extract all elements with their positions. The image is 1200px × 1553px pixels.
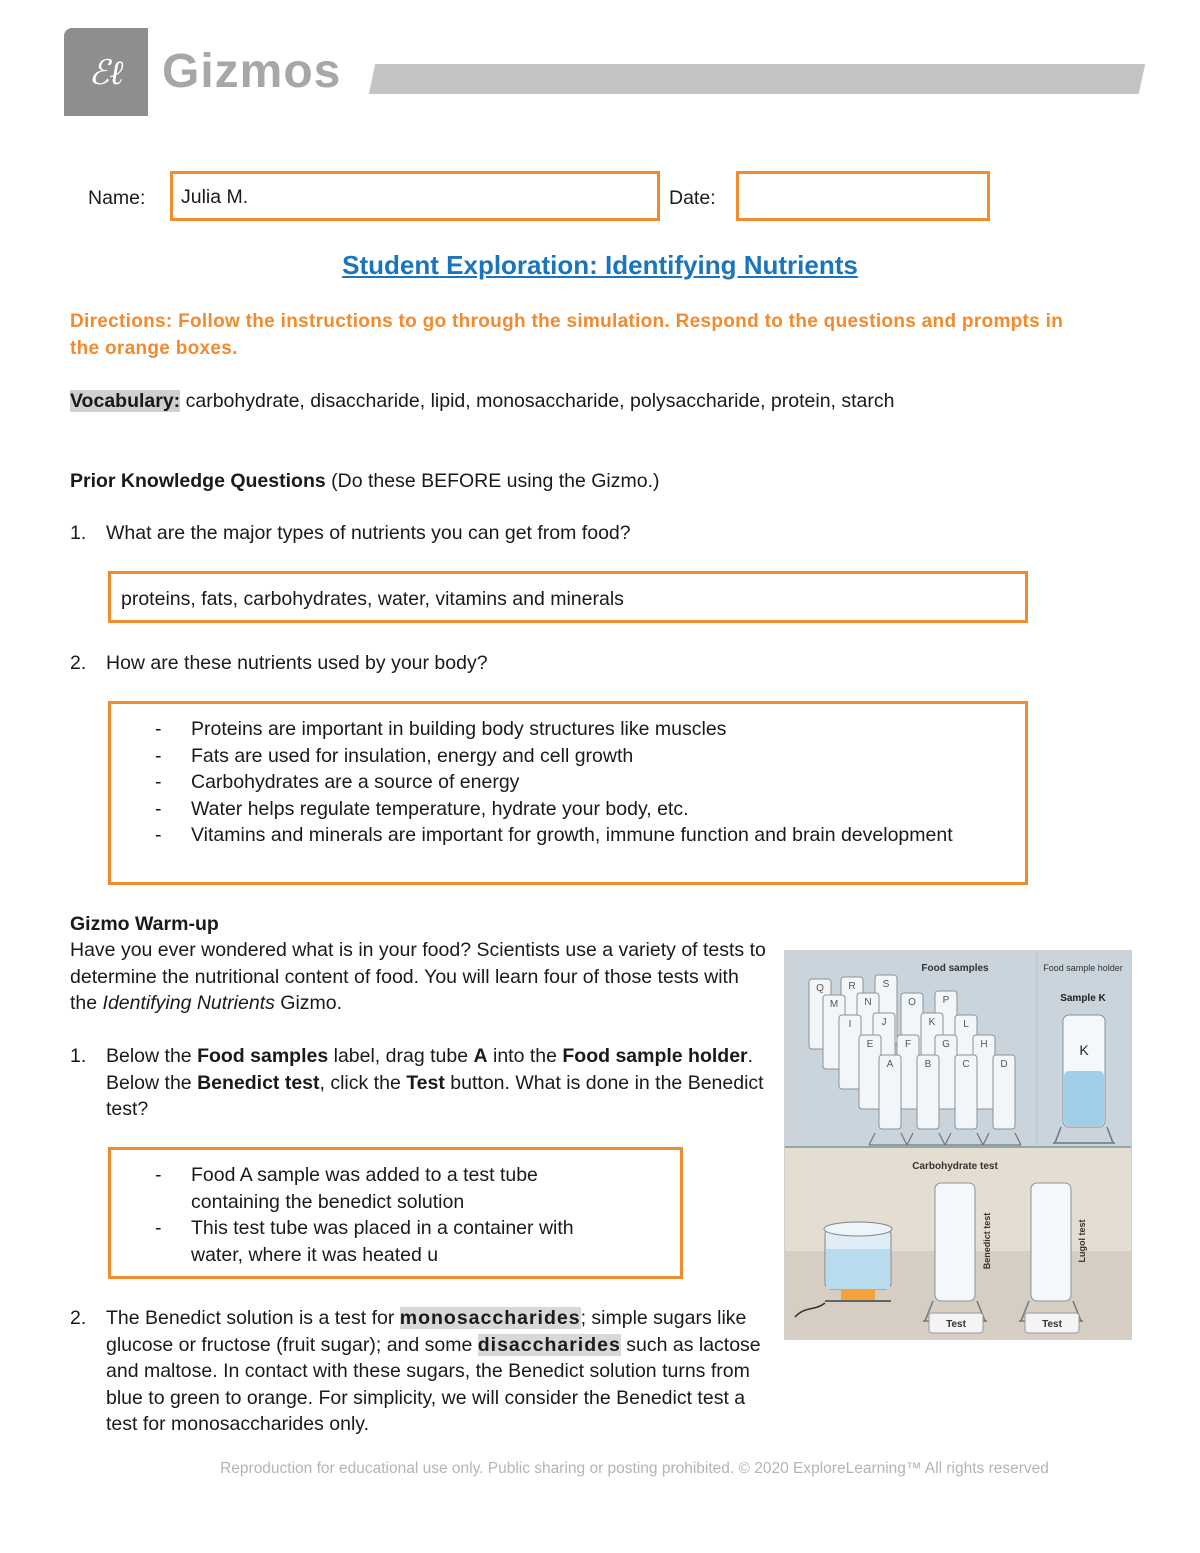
question-text: How are these nutrients used by your body? (106, 652, 488, 674)
warmup-intro (70, 937, 770, 1017)
svg-text:ℰℓ: ℰℓ (88, 55, 124, 92)
svg-text:A: A (886, 1059, 894, 1070)
lugol-test-button[interactable] (1025, 1313, 1079, 1333)
page-title: Student Exploration: Identifying Nutrients (342, 250, 858, 280)
warmup-intro-a: Have you ever wondered what is in your food? Scientists use a variety of tests to determine the nutritional content of food. You will learn four of those tests with the (70, 939, 766, 1014)
answer-box-prior-1[interactable] (108, 571, 1028, 623)
benedict-test-label: Benedict test (982, 1212, 992, 1270)
vocabulary (70, 388, 1070, 415)
svg-text:D: D (1000, 1059, 1008, 1070)
holder-tube-letter: K (1079, 1042, 1089, 1058)
svg-text:R: R (848, 981, 856, 992)
warmup-intro-italic: Identifying Nutrients (102, 992, 275, 1014)
benedict-test-button[interactable] (929, 1313, 983, 1333)
svg-text:Test: Test (946, 1319, 966, 1330)
svg-text:P: P (942, 995, 950, 1006)
question-number: 2. (70, 1307, 87, 1329)
svg-text:G: G (942, 1039, 950, 1050)
answer-list (111, 716, 961, 849)
question-text: Below the Food samples label, drag tube A into the Food sample holder. Below the Benedict test, click the Test button. What is done in the Benedict test? (106, 1045, 764, 1120)
svg-text:M: M (829, 999, 839, 1010)
date-field[interactable] (736, 171, 990, 221)
warmup-question-2 (70, 1305, 770, 1438)
answer-list (111, 1162, 581, 1268)
svg-text:I: I (848, 1019, 852, 1030)
question-text: What are the major types of nutrients you can get from food? (106, 522, 631, 544)
svg-text:Q: Q (816, 983, 824, 994)
svg-text:H: H (980, 1039, 988, 1050)
svg-text:L: L (963, 1019, 969, 1030)
prior-heading-note: (Do these BEFORE using the Gizmo.) (331, 470, 660, 492)
footer-copyright: Reproduction for educational use only. Public sharing or posting prohibited. © 2020 ExploreLearning™ All rights reserved (220, 1460, 1049, 1477)
list-item: - Proteins are important in building body structures like muscles (111, 716, 961, 743)
answer-box-prior-2[interactable] (108, 701, 1028, 885)
prior-question-2 (70, 650, 1020, 677)
gizmo-simulation-figure (785, 951, 1131, 1339)
prior-heading-text: Prior Knowledge Questions (70, 470, 326, 492)
svg-text:F: F (904, 1039, 912, 1050)
name-field[interactable] (170, 171, 660, 221)
prior-question-1 (70, 520, 1020, 547)
vocabulary-terms: carbohydrate, disaccharide, lipid, monosaccharide, polysaccharide, protein, starch (185, 390, 895, 412)
svg-text:E: E (866, 1039, 874, 1050)
name-value: Julia M. (181, 186, 249, 208)
svg-text:Test: Test (1042, 1319, 1062, 1330)
prior-knowledge-heading (70, 468, 660, 495)
date-label: Date: (669, 187, 716, 209)
header-bar (369, 64, 1145, 94)
name-label: Name: (88, 187, 146, 209)
svg-text:S: S (882, 979, 890, 990)
highlight-term: disaccharides (477, 1333, 621, 1356)
brand-name: Gizmos (162, 45, 342, 98)
vocabulary-label: Vocabulary: (70, 390, 181, 412)
svg-text:N: N (864, 997, 872, 1008)
logo-mark (64, 28, 148, 116)
gizmos-logo-icon (64, 28, 148, 116)
carbohydrate-test-label: Carbohydrate test (912, 1161, 998, 1172)
question-number: 1. (70, 522, 87, 544)
warmup-heading: Gizmo Warm-up (70, 913, 219, 935)
list-item: - This test tube was placed in a container with water, where it was heated u (111, 1215, 581, 1268)
list-item: - Carbohydrates are a source of energy (111, 769, 961, 796)
answer-text: proteins, fats, carbohydrates, water, vitamins and minerals (121, 588, 624, 610)
sample-label: Sample K (1060, 993, 1106, 1004)
list-item: - Vitamins and minerals are important for growth, immune function and brain development (111, 822, 961, 849)
holder-label: Food sample holder (1043, 963, 1123, 973)
list-item: - Water helps regulate temperature, hydrate your body, etc. (111, 796, 961, 823)
simulation-screenshot (784, 950, 1132, 1340)
svg-text:O: O (908, 997, 916, 1008)
warmup-question-1 (70, 1043, 770, 1123)
question-number: 1. (70, 1045, 87, 1067)
warmup-intro-b: Gizmo. (274, 992, 343, 1014)
question-number: 2. (70, 652, 87, 674)
list-item: - Food A sample was added to a test tube containing the benedict solution (111, 1162, 581, 1215)
svg-text:J: J (881, 1017, 887, 1028)
directions: Directions: Follow the instructions to go through the simulation. Respond to the questions and prompts in the orange boxes. (70, 311, 1064, 359)
svg-text:C: C (962, 1059, 970, 1070)
svg-text:B: B (924, 1059, 932, 1070)
svg-text:K: K (928, 1017, 936, 1028)
answer-box-warmup-1[interactable] (108, 1147, 683, 1279)
lugol-test-label: Lugol test (1077, 1219, 1087, 1263)
highlight-term: monosaccharides (399, 1307, 581, 1329)
list-item: - Fats are used for insulation, energy and cell growth (111, 743, 961, 770)
food-samples-label: Food samples (921, 963, 989, 974)
question-text: The Benedict solution is a test for monosaccharides; simple sugars like glucose or fructose (fruit sugar); and some disaccharides such as lactose and maltose. In contact with these sugars, the Benedict solution turns from blue to green to orange. For simplicity, we will consider the Benedict test a test for monosaccharides only. (106, 1307, 761, 1435)
